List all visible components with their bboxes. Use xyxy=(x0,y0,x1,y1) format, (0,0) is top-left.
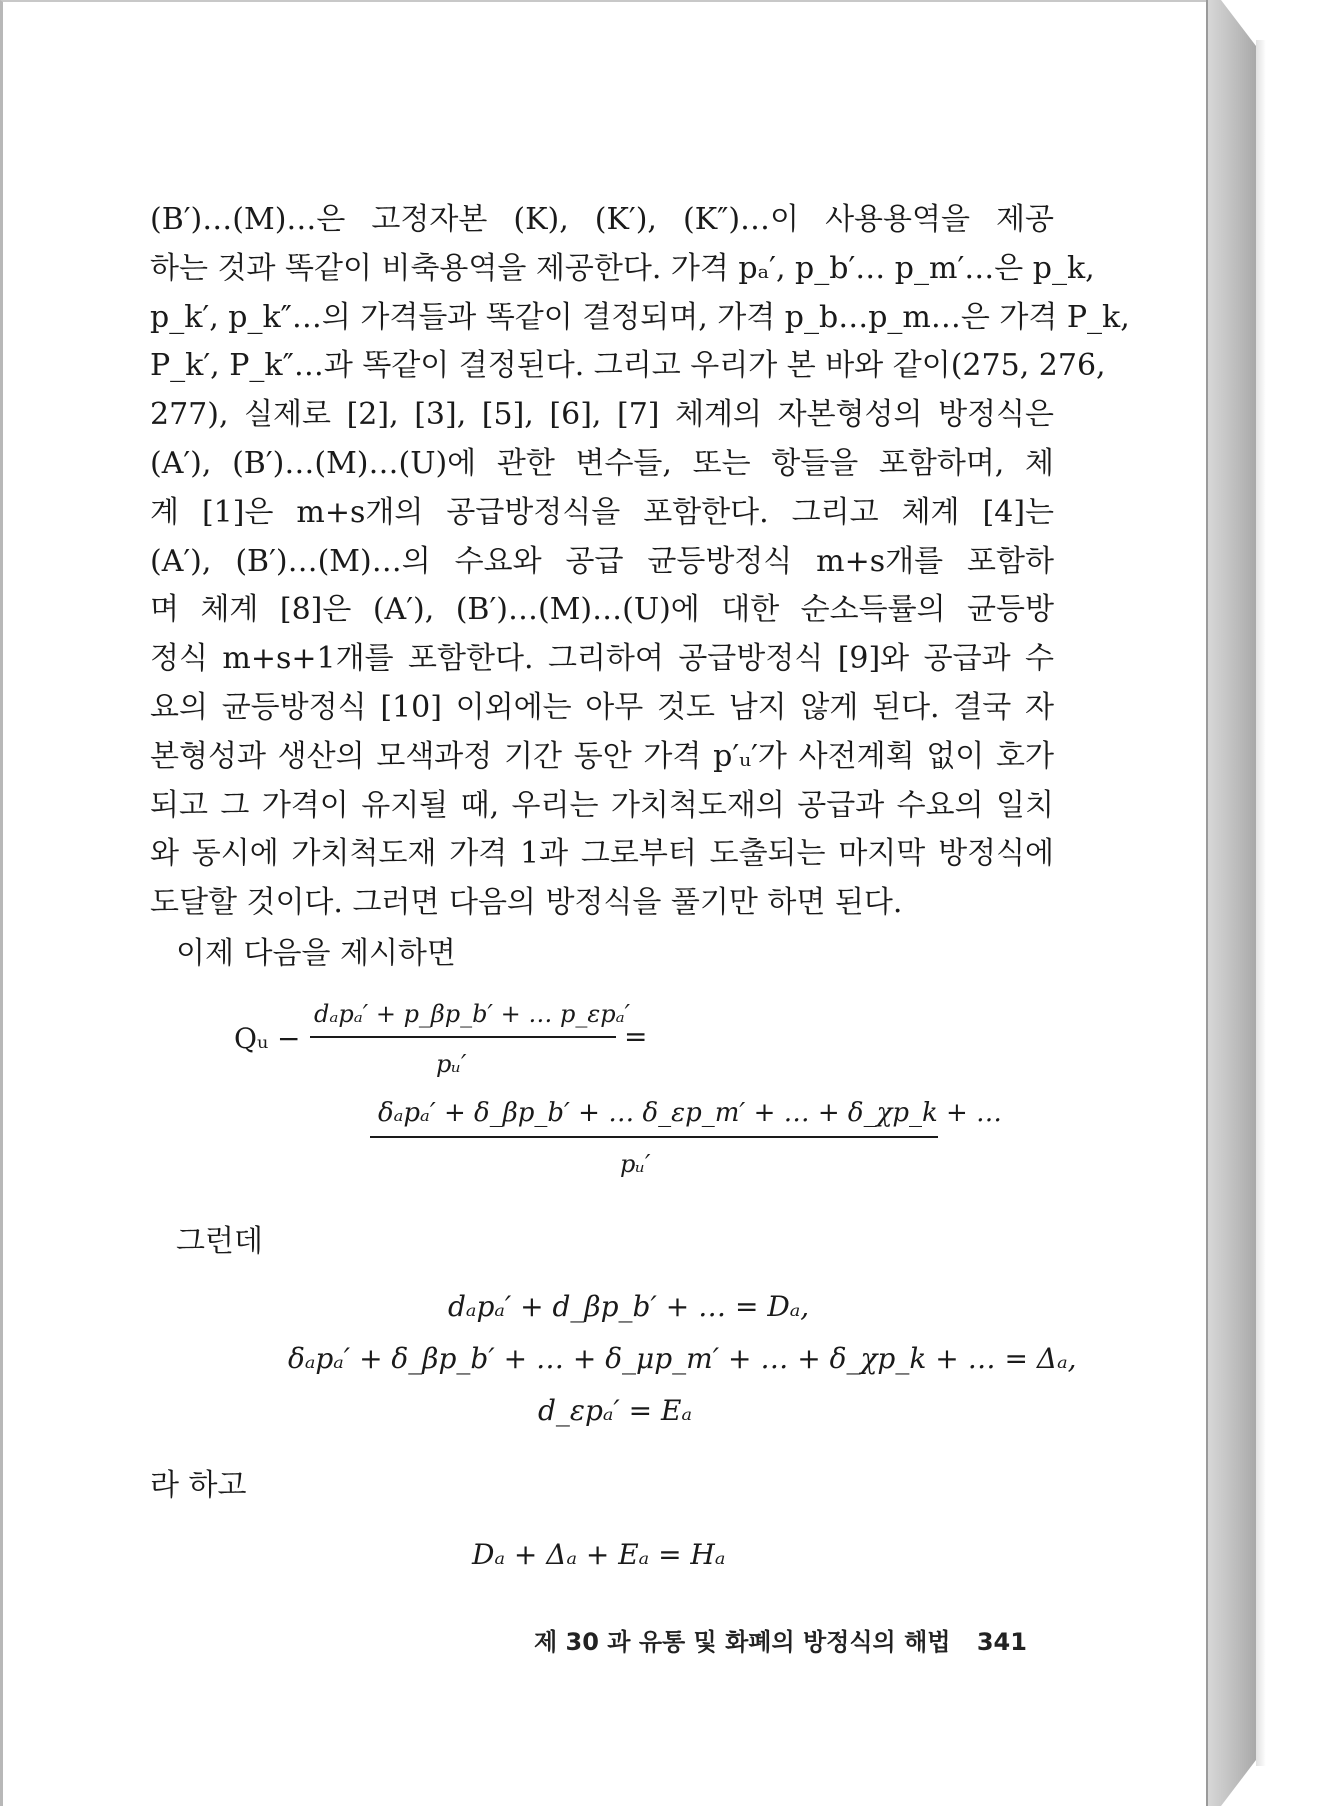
body-line: 되고 그 가격이 유지될 때, 우리는 가치척도재의 공급과 수요의 일치 xyxy=(150,787,1054,823)
then-label: 그런데 xyxy=(176,1224,263,1259)
equation-1-denominator: pᵤ′ xyxy=(436,1050,467,1078)
page-footer xyxy=(534,1622,1027,1657)
let-label: 라 하고 xyxy=(150,1468,247,1503)
body-paragraph xyxy=(150,196,1130,928)
body-line: P_k′, P_k″…과 똑같이 결정된다. 그리고 우리가 본 바와 같이(275, 276, xyxy=(150,348,1106,384)
page-number: 341 xyxy=(976,1628,1027,1656)
equation-4: d_εpₐ′ = Eₐ xyxy=(538,1394,692,1427)
body-line: 정식 m+s+1개를 포함한다. 그리하여 공급방정식 [9]와 공급과 수 xyxy=(150,641,1054,677)
equation-1-lhs: Qᵤ − xyxy=(234,1022,301,1055)
page-edge-line xyxy=(1206,0,1208,1806)
body-line: 하는 것과 똑같이 비축용역을 제공한다. 가격 pₐ′, p_b′… p_m′…은 p_k, xyxy=(150,250,1095,286)
equation-1-equals: = xyxy=(624,1020,648,1053)
body-line: 요의 균등방정식 [10] 이외에는 아무 것도 남지 않게 된다. 결국 자 xyxy=(150,689,1054,725)
body-line: (A′), (B′)…(M)…의 수요와 공급 균등방정식 m+s개를 포함하 xyxy=(150,543,1054,579)
page-shadow xyxy=(1256,40,1266,1766)
equation-1-fraction-bar xyxy=(310,1036,616,1038)
body-line: 와 동시에 가치척도재 가격 1과 그로부터 도출되는 마지막 방정식에 xyxy=(150,836,1054,872)
page-stack-edge xyxy=(1206,0,1256,1806)
body-line: 277), 실제로 [2], [3], [5], [6], [7] 체계의 자본형성의 방정식은 xyxy=(150,397,1054,433)
equation-1-numerator-rhs: δₐpₐ′ + δ_βp_b′ + … δ_εp_m′ + … + δ_χp_k + … xyxy=(378,1098,1003,1128)
body-line: p_k′, p_k″…의 가격들과 똑같이 결정되며, 가격 p_b…p_m…은 가격 P_k, xyxy=(150,299,1130,335)
body-line: (A′), (B′)…(M)…(U)에 관한 변수들, 또는 항들을 포함하며, 체 xyxy=(150,445,1054,481)
equation-1-numerator: dₐpₐ′ + p_βp_b′ + … p_εpₐ′ xyxy=(314,1000,631,1028)
equation-3: δₐpₐ′ + δ_βp_b′ + … + δ_μp_m′ + … + δ_χp_k + … = Δₐ, xyxy=(288,1342,1077,1375)
equation-1-fraction-bar-rhs xyxy=(370,1136,938,1138)
body-line: 계 [1]은 m+s개의 공급방정식을 포함한다. 그리고 체계 [4]는 xyxy=(150,494,1054,530)
body-line: 며 체계 [8]은 (A′), (B′)…(M)…(U)에 대한 순소득률의 균등방 xyxy=(150,592,1054,628)
body-line: 본형성과 생산의 모색과정 기간 동안 가격 p′ᵤ′가 사전계획 없이 호가 xyxy=(150,738,1054,774)
body-line: 도달할 것이다. 그러면 다음의 방정식을 풀기만 하면 된다. xyxy=(150,885,903,921)
chapter-title: 제 30 과 유통 및 화폐의 방정식의 해법 xyxy=(534,1628,951,1656)
equation-2: dₐpₐ′ + d_βp_b′ + … = Dₐ, xyxy=(448,1290,810,1323)
intro-text: 이제 다음을 제시하면 xyxy=(176,936,456,971)
equation-1-denominator-rhs: pᵤ′ xyxy=(620,1150,651,1178)
equation-5: Dₐ + Δₐ + Eₐ = Hₐ xyxy=(472,1538,726,1571)
body-line: (B′)…(M)…은 고정자본 (K), (K′), (K″)…이 사용용역을 제공 xyxy=(150,202,1054,237)
